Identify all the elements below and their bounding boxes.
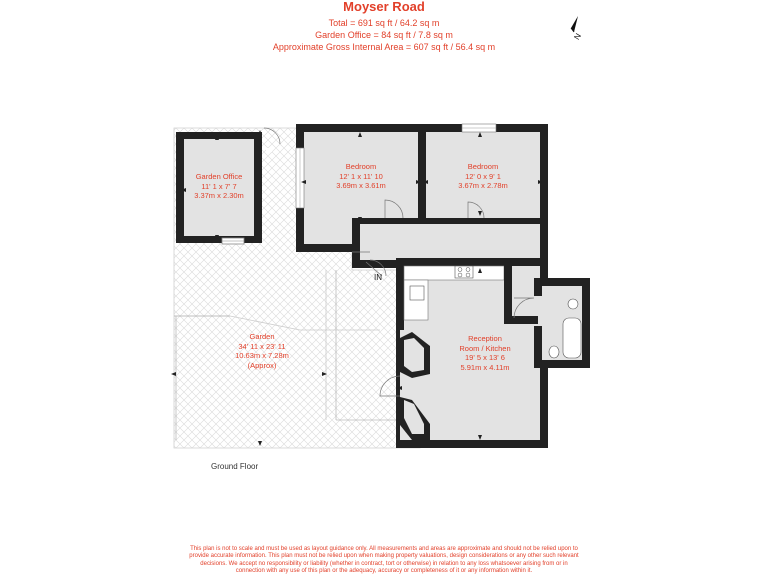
bedroom-2-label xyxy=(426,162,540,191)
entrance-label: IN xyxy=(374,273,382,282)
reception-imperial: 19' 5 x 13' 6 xyxy=(465,353,505,362)
garden-office-name: Garden Office xyxy=(195,172,243,181)
total-area: Total = 691 sq ft / 64.2 sq m xyxy=(328,18,440,28)
bedroom-1-metric: 3.69m x 3.61m xyxy=(336,181,386,190)
reception-metric: 5.91m x 4.11m xyxy=(460,362,510,372)
bedroom-1-imperial: 12' 1 x 11' 10 xyxy=(339,171,383,181)
bedroom-1-label xyxy=(304,162,418,191)
bedroom-1-name: Bedroom xyxy=(345,162,377,171)
garden-name: Garden xyxy=(249,332,275,341)
garden-metric: 10.63m x 7.28m xyxy=(235,351,289,360)
garden-office-metric: 3.37m x 2.30m xyxy=(194,191,244,200)
disclaimer-line-1: This plan is not to scale and must be used as layout guidance only. All measurements and areas are approximate and should not be relied upon to xyxy=(190,546,578,552)
garden-office-area: Garden Office = 84 sq ft / 7.8 sq m xyxy=(315,30,453,40)
disclaimer-line-2: provide accurate information. This plan must not be relied upon when making property valuations, design considerations or any other such relevant xyxy=(189,553,579,560)
bedroom-2-name: Bedroom xyxy=(467,162,499,171)
garden-label xyxy=(222,332,302,370)
floor-label: Ground Floor xyxy=(211,462,259,471)
reception-name-2: Room / Kitchen xyxy=(459,343,511,353)
garden-imperial: 34' 11 x 23' 11 xyxy=(238,341,286,351)
bedroom-2-metric: 3.67m x 2.78m xyxy=(458,181,508,190)
disclaimer-line-4: connection with any use of this plan or the adequacy, accuracy or completeness of it or any information within it. xyxy=(235,567,533,574)
garden-note: (Approx) xyxy=(247,360,277,370)
disclaimer-line-3: decisions. We accept no responsibility or liability (whether in contract, tort or otherwise) in relation to any loss whatsoever arising from or in xyxy=(200,560,568,567)
north-arrow-icon xyxy=(571,16,578,32)
bedroom-2-imperial: 12' 0 x 9' 1 xyxy=(465,171,501,181)
reception-name-1: Reception xyxy=(468,334,502,343)
north-label: N xyxy=(572,31,584,42)
gross-internal-area: Approximate Gross Internal Area = 607 sq ft / 56.4 sq m xyxy=(272,42,496,52)
plan-title: Moyser Road xyxy=(343,0,425,14)
reception-label xyxy=(430,334,540,372)
garden-office-label xyxy=(184,172,254,201)
disclaimer xyxy=(160,546,608,575)
garden-office-imperial: 11' 1 x 7' 7 xyxy=(201,181,237,191)
